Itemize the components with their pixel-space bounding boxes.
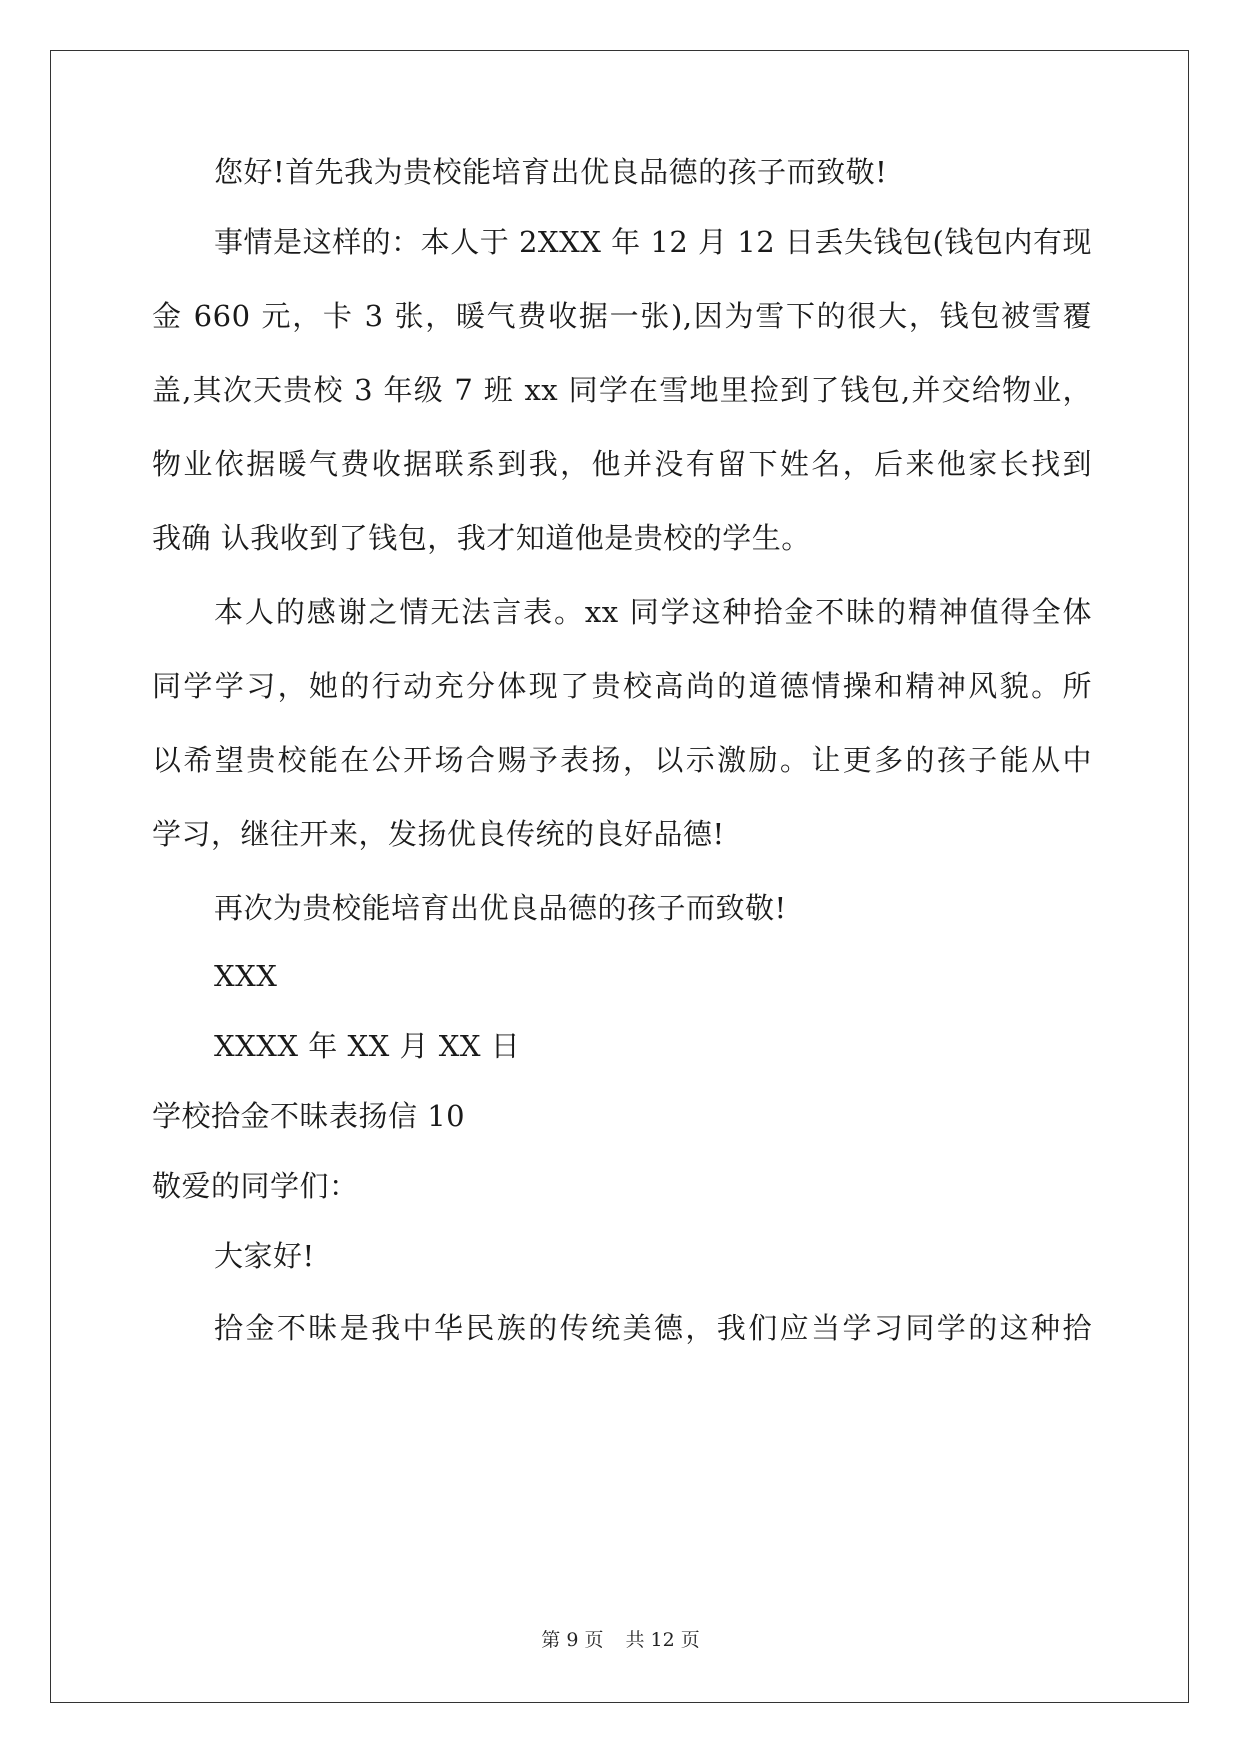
greeting: 大家好! [214, 1239, 315, 1273]
paragraph-line: 我确 认我收到了钱包，我才知道他是贵校的学生。 [152, 521, 811, 555]
page-number: 第 9 页 [541, 1629, 604, 1651]
signature: XXX [214, 959, 278, 993]
paragraph-line: 拾金不昧是我中华民族的传统美德，我们应当学习同学的这种拾 [214, 1311, 1092, 1345]
section-title: 学校拾金不昧表扬信 10 [152, 1099, 466, 1133]
paragraph-line: 本人的感谢之情无法言表。xx 同学这种拾金不昧的精神值得全体 [214, 595, 1092, 629]
greeting-line: 您好!首先我为贵校能培育出优良品德的孩子而致敬! [214, 155, 888, 189]
paragraph-line: 物业依据暖气费收据联系到我，他并没有留下姓名，后来他家长找到 [152, 447, 1092, 481]
page-footer [0, 1628, 1241, 1652]
page-total: 共 12 页 [625, 1629, 700, 1651]
paragraph-line: 盖,其次天贵校 3 年级 7 班 xx 同学在雪地里捡到了钱包,并交给物业， [152, 373, 1092, 407]
salutation: 敬爱的同学们： [152, 1169, 359, 1203]
paragraph-line: 金 660 元，卡 3 张，暖气费收据一张),因为雪下的很大，钱包被雪覆 [152, 299, 1092, 333]
closing-line: 再次为贵校能培育出优良品德的孩子而致敬! [214, 891, 787, 925]
paragraph-line: 以希望贵校能在公开场合赐予表扬，以示激励。让更多的孩子能从中 [152, 743, 1092, 777]
paragraph-line: 事情是这样的：本人于 2XXX 年 12 月 12 日丢失钱包(钱包内有现 [214, 225, 1092, 259]
date-line: XXXX 年 XX 月 XX 日 [214, 1029, 521, 1063]
paragraph-line: 同学学习，她的行动充分体现了贵校高尚的道德情操和精神风貌。所 [152, 669, 1092, 703]
paragraph-line: 学习，继往开来，发扬优良传统的良好品德! [152, 817, 725, 851]
